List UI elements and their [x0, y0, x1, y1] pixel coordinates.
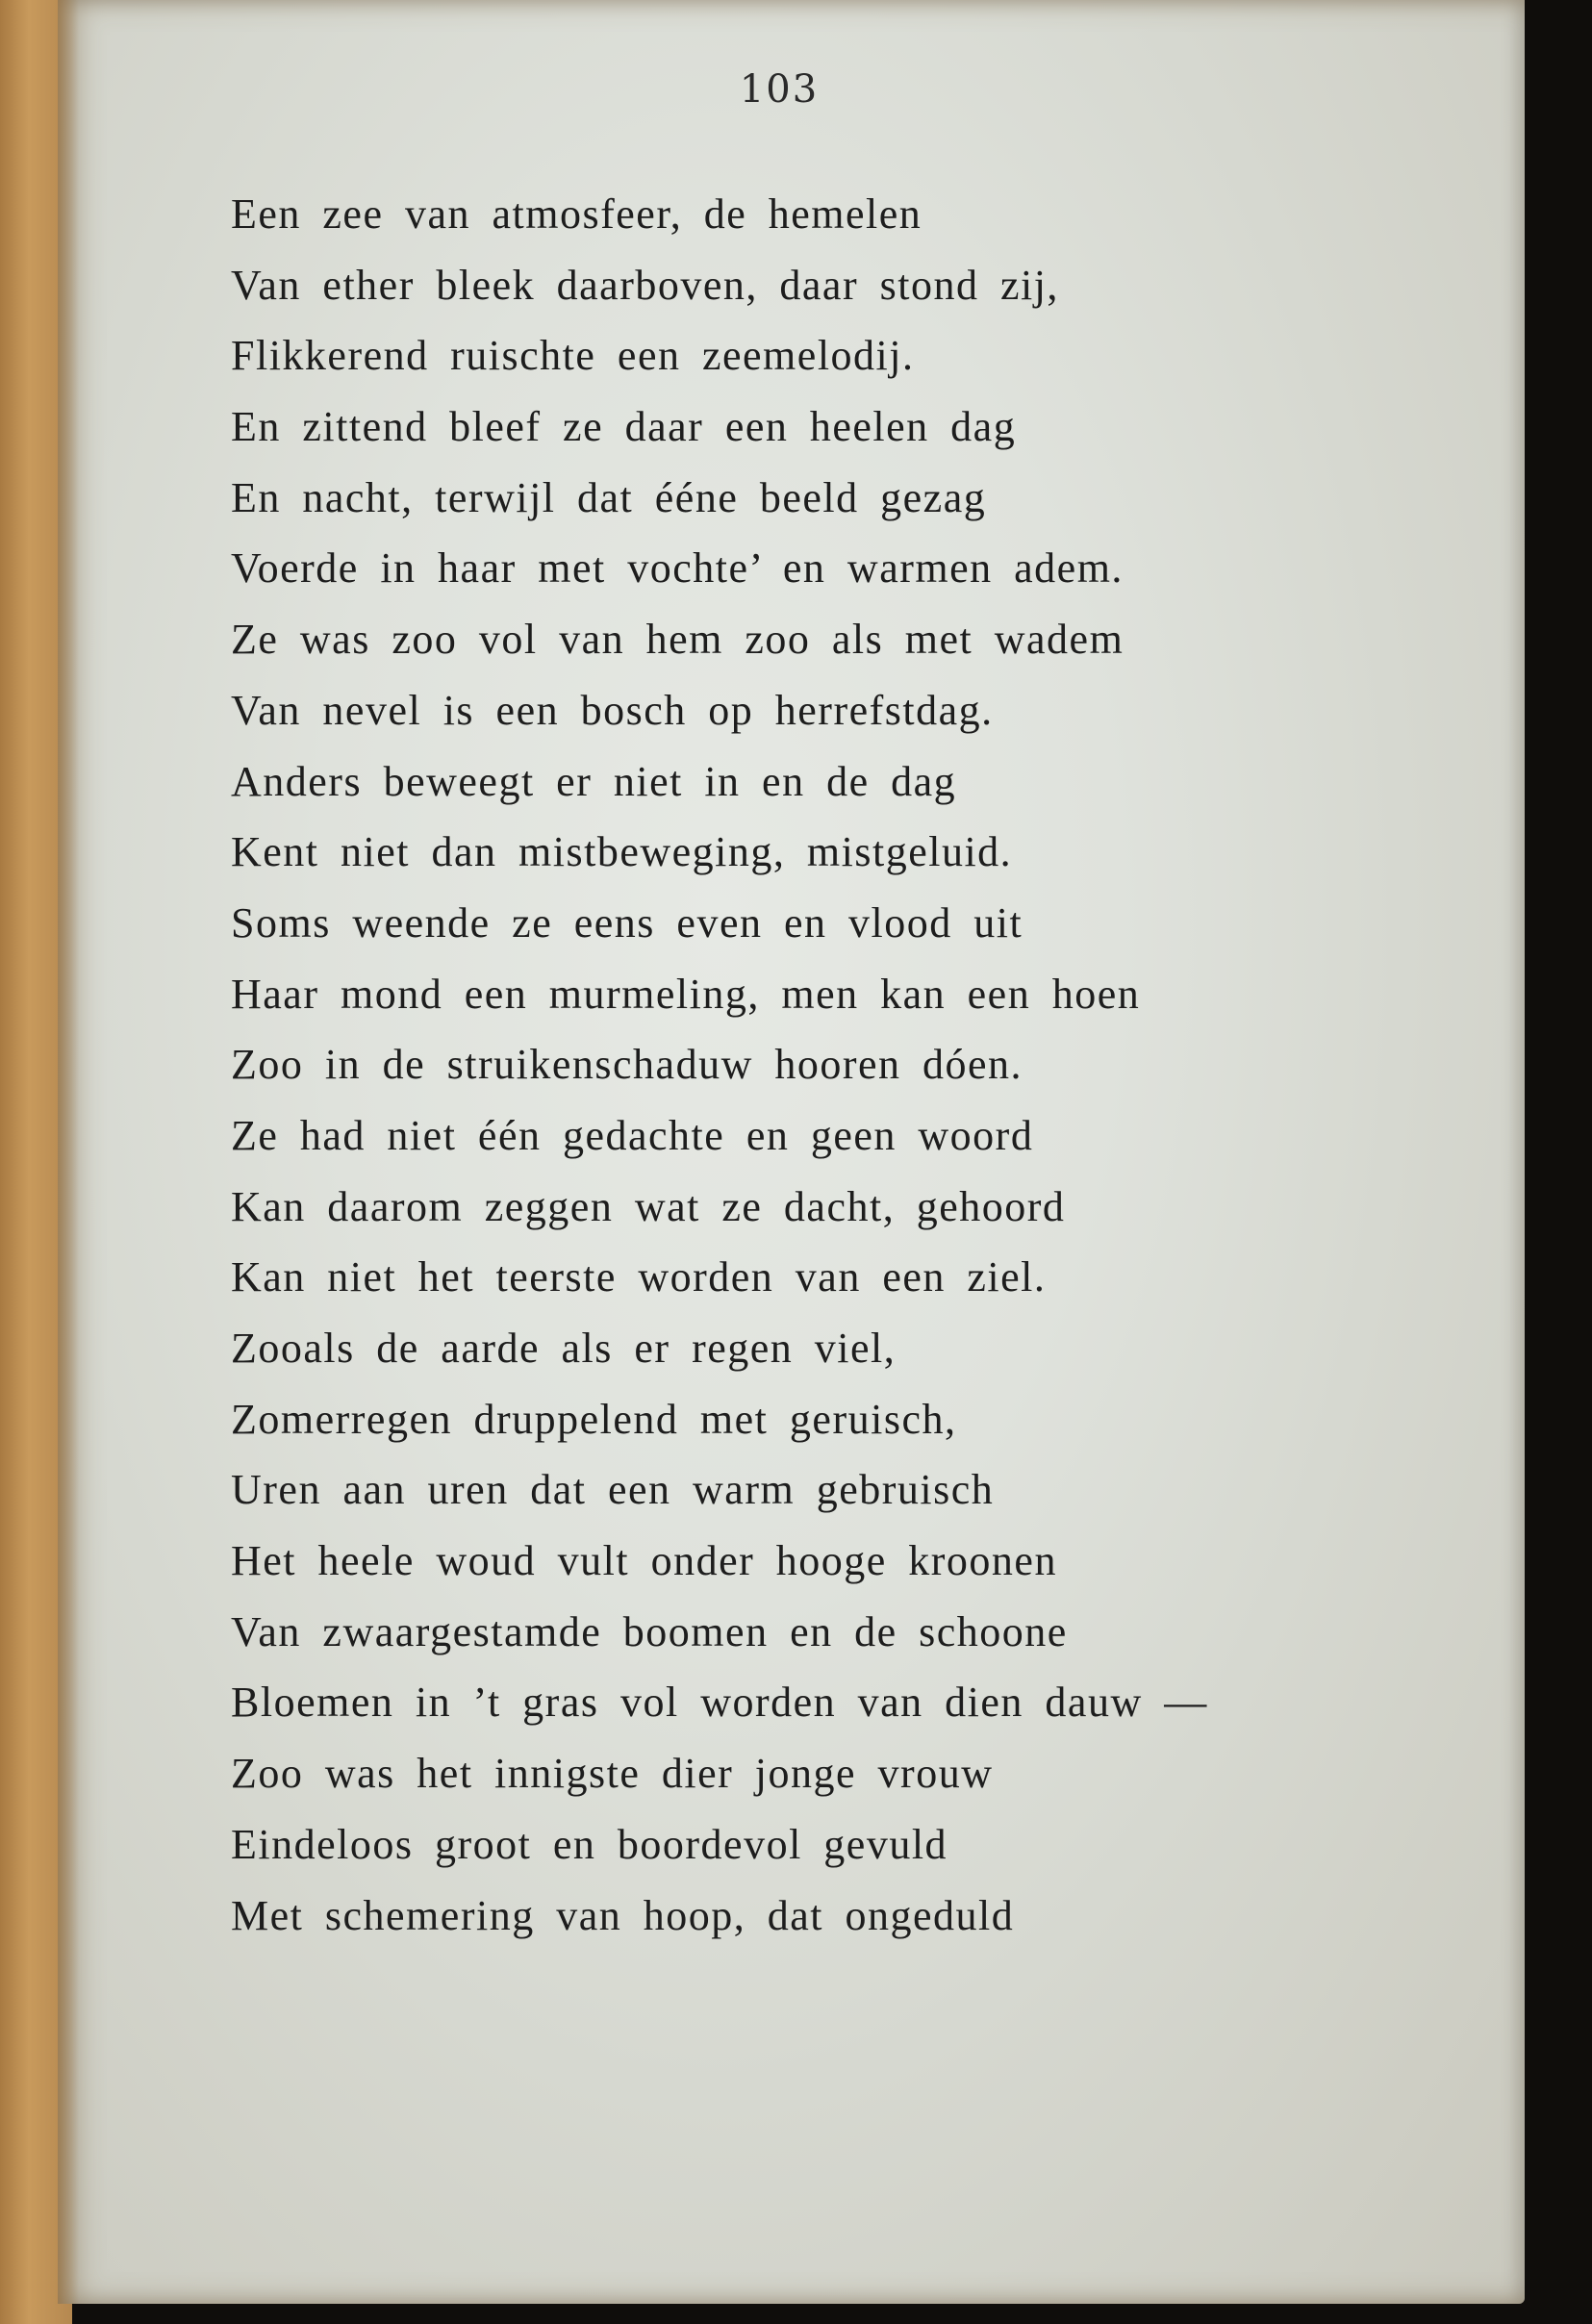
poem-text	[231, 179, 1366, 1951]
poem-line: Soms weende ze eens even en vlood uit	[231, 898, 1023, 947]
poem-line: Voerde in haar met vochte’ en warmen adem.	[231, 544, 1124, 593]
page-binding-shadow	[58, 0, 79, 2304]
poem-line: Het heele woud vult onder hooge kroonen	[231, 1537, 1057, 1585]
poem-line: Zoo in de struikenschaduw hooren dóen.	[231, 1041, 1023, 1089]
poem-line: Bloemen in ’t gras vol worden van dien dauw —	[231, 1679, 1208, 1727]
poem-line: Kent niet dan mistbeweging, mistgeluid.	[231, 828, 1013, 876]
poem-line: Zooals de aarde als er regen viel,	[231, 1325, 897, 1372]
poem-line: Van nevel is een bosch op herrefstdag.	[231, 686, 994, 734]
poem-line: Kan niet het teerste worden van een ziel.	[231, 1253, 1047, 1301]
poem-line: En nacht, terwijl dat ééne beeld gezag	[231, 473, 987, 521]
poem-line: Een zee van atmosfeer, de hemelen	[231, 190, 922, 238]
poem-line: Eindeloos groot en boordevol gevuld	[231, 1820, 948, 1868]
poem-line: Zoo was het innigste dier jonge vrouw	[231, 1750, 994, 1798]
poem-line: Zomerregen druppelend met geruisch,	[231, 1395, 957, 1443]
poem-line: Van ether bleek daarboven, daar stond zij,	[231, 261, 1059, 309]
poem-line: Ze was zoo vol van hem zoo als met wadem	[231, 616, 1125, 664]
poem-line: En zittend bleef ze daar een heelen dag	[231, 403, 1017, 451]
poem-line: Van zwaargestamde boomen en de schoone	[231, 1607, 1068, 1655]
page-number: 103	[739, 67, 820, 112]
poem-line: Ze had niet één gedachte en geen woord	[231, 1111, 1034, 1159]
poem-line: Anders beweegt er niet in en de dag	[231, 757, 957, 805]
poem-line: Flikkerend ruischte een zeemelodij.	[231, 332, 915, 380]
poem-line: Haar mond een murmeling, men kan een hoen	[231, 970, 1141, 1018]
poem-line: Met schemering van hoop, dat ongeduld	[231, 1891, 1015, 1939]
poem-line: Kan daarom zeggen wat ze dacht, gehoord	[231, 1182, 1066, 1230]
poem-line: Uren aan uren dat een warm gebruisch	[231, 1466, 995, 1514]
